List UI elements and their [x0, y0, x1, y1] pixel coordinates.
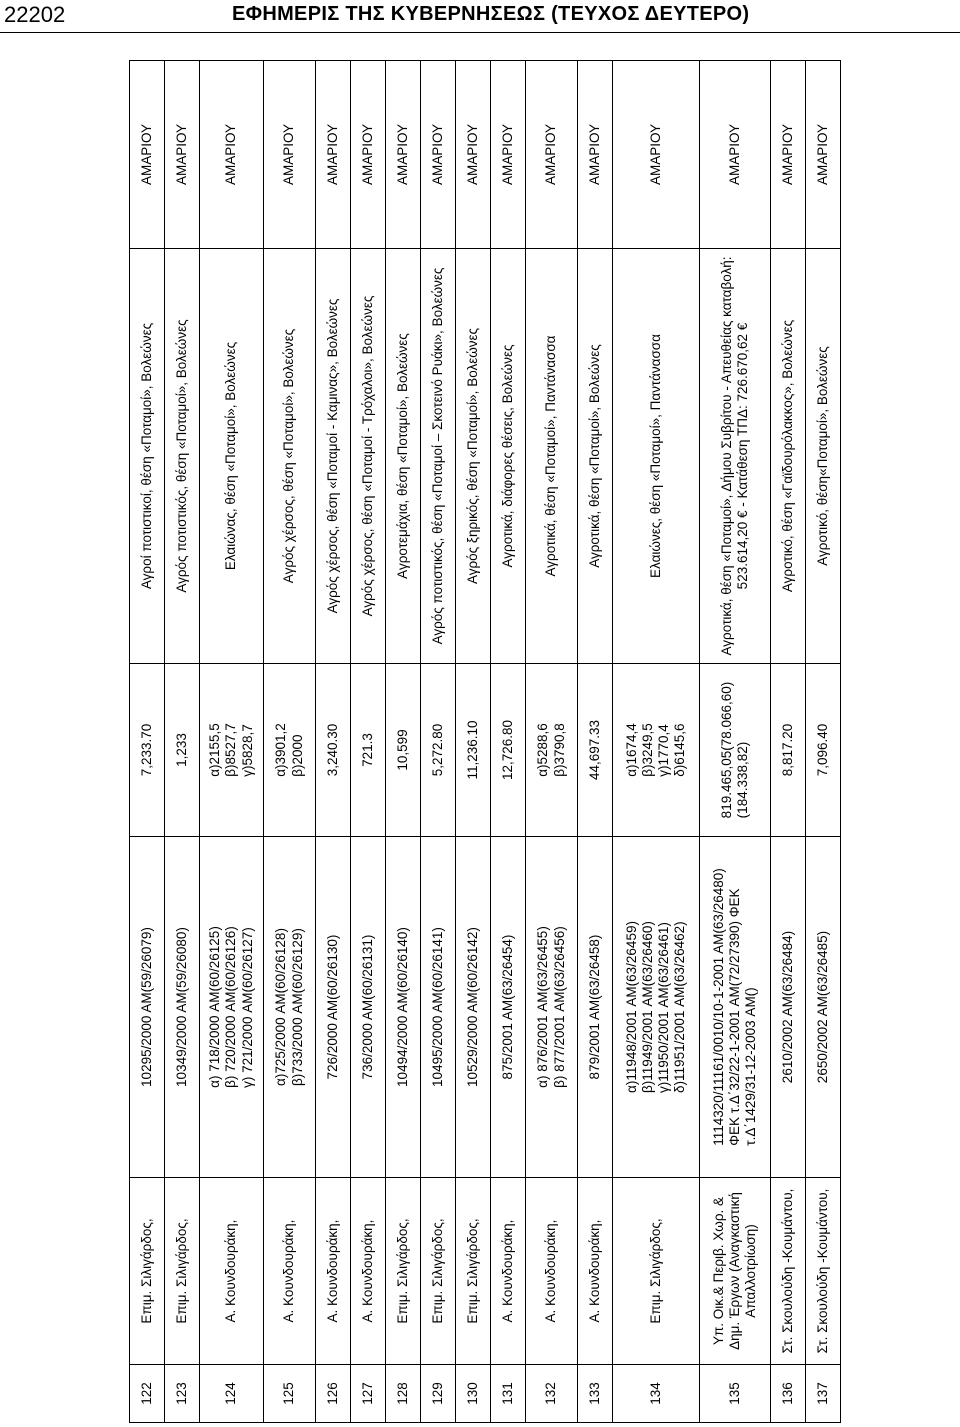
area-lines [535, 723, 567, 777]
page-number: 22202 [4, 2, 66, 27]
cell-line: γ) 721/2000 AM(60/26127) [239, 927, 255, 1088]
cell-line: β) 877/2001 AM(63/26456) [551, 926, 567, 1088]
ward-cell: ΑΜΑΡΙΟΥ [264, 61, 316, 249]
table-row [613, 61, 700, 1423]
owner-cell: Α. Κουνδουράκη, [526, 1178, 578, 1365]
ward-cell: ΑΜΑΡΙΟΥ [700, 61, 771, 249]
table-row [130, 61, 165, 1423]
description-cell: Αγροτικά, θέση «Ποταμοί», Δήμου Συβρίτου - Απευθείας καταβολή: 523.614,20 € - Κατάθεση ΤΠΔ: 726.670,62 € [700, 249, 771, 664]
ward-cell: ΑΜΑΡΙΟΥ [613, 61, 700, 249]
row-number-cell: 125 [264, 1365, 316, 1423]
table-row [771, 61, 806, 1423]
area-cell: 11,236.10 [456, 664, 491, 837]
table-row [421, 61, 456, 1423]
table-row [526, 61, 578, 1423]
area-cell [613, 664, 700, 837]
ward-cell: ΑΜΑΡΙΟΥ [456, 61, 491, 249]
reference-cell: 10494/2000 AM(60/26140) [386, 837, 421, 1178]
table-row [806, 61, 841, 1423]
row-number-cell: 127 [351, 1365, 386, 1423]
owner-cell: Α. Κουνδουράκη, [578, 1178, 613, 1365]
area-cell: 8,817.20 [771, 664, 806, 837]
owner-cell: Α. Κουνδουράκη, [264, 1178, 316, 1365]
table-row [165, 61, 200, 1423]
cell-line: α)725/2000 AM(60/26128) [273, 928, 289, 1086]
description-cell: Αγρός ποτιστικός, θέση «Ποταμοί – Σκοτεινό Ρυάκι», Βολεώνες [421, 249, 456, 664]
row-number-cell: 122 [130, 1365, 165, 1423]
owner-cell: Επιμ. Σιλιγάρδος, [130, 1178, 165, 1365]
cell-line: α) 718/2000 AM(60/26125) [207, 926, 223, 1088]
cell-line: α)11948/2001 AM(63/26459) [623, 921, 639, 1093]
table-row [264, 61, 316, 1423]
cell-line: γ)1770,4 [656, 724, 671, 777]
owner-cell: Στ. Σκουλούδη -Κουμάντου, [771, 1178, 806, 1365]
reference-cell: 10295/2000 AM(59/26079) [130, 837, 165, 1178]
row-number-cell: 135 [700, 1365, 771, 1423]
area-cell: 10,599 [386, 664, 421, 837]
ward-cell: ΑΜΑΡΙΟΥ [386, 61, 421, 249]
description-cell: Αγροτικό, θέση «Γαϊδουρόλακκος», Βολεώνες [771, 249, 806, 664]
owner-cell: Επιμ. Σιλιγάρδος, [386, 1178, 421, 1365]
area-lines [624, 723, 689, 777]
description-cell: Αγρός ποτιστικός, θέση «Ποταμοί», Βολεώνες [165, 249, 200, 664]
area-cell [526, 664, 578, 837]
description-cell: Αγροτεμάχια, θέση «Ποταμοί», Βολεώνες [386, 249, 421, 664]
cell-line: α)5288,6 [535, 723, 551, 777]
ward-cell: ΑΜΑΡΙΟΥ [806, 61, 841, 249]
cell-line: 1114320/11161/0010/10-1-2001 AM(63/26480) [710, 868, 726, 1146]
ward-cell: ΑΜΑΡΙΟΥ [421, 61, 456, 249]
owner-cell: Υπ. Οικ.& Περιβ. Χωρ. & Δημ. Έργων (Αναγκαστική Απαλλοτρίωση) [700, 1178, 771, 1365]
owner-cell: Στ. Σκουλούδη -Κουμάντου, [806, 1178, 841, 1365]
area-cell: 1,233 [165, 664, 200, 837]
cell-line: β)2000 [289, 734, 305, 777]
description-cell: Ελαιώνες, θέση «Ποταμοί», Παντάνασσα [613, 249, 700, 664]
row-number-cell: 123 [165, 1365, 200, 1423]
reference-cell: 10529/2000 AM(60/26142) [456, 837, 491, 1178]
ward-cell: ΑΜΑΡΙΟΥ [316, 61, 351, 249]
owner-cell: Επιμ. Σιλιγάρδος, [613, 1178, 700, 1365]
cell-line: δ)6145,6 [672, 723, 688, 777]
area-cell [264, 664, 316, 837]
area-cell [700, 664, 771, 837]
reference-cell: 2650/2002 AM(63/26485) [806, 837, 841, 1178]
cell-line: β)8527,7 [223, 723, 239, 777]
ward-cell: ΑΜΑΡΙΟΥ [200, 61, 264, 249]
description-cell: Αγρός ξηρικός, θέση «Ποταμοί», Βολεώνες [456, 249, 491, 664]
reference-cell [613, 837, 700, 1178]
owner-cell: Α. Κουνδουράκη, [316, 1178, 351, 1365]
area-cell: 12,726.80 [491, 664, 526, 837]
reference-cell: 10495/2000 AM(60/26141) [421, 837, 456, 1178]
row-number-cell: 131 [491, 1365, 526, 1423]
cell-line: τ.Δ΄1429/31-12-2003 AM() [743, 987, 759, 1146]
description-cell: Αγρός χέρσος, θέση «Ποταμοί», Βολεώνες [264, 249, 316, 664]
table-row [578, 61, 613, 1423]
row-number-cell: 130 [456, 1365, 491, 1423]
cell-line: β)11949/2001 AM(63/26460) [639, 921, 655, 1093]
cell-line: γ)5828,7 [239, 724, 255, 777]
description-cell: Αγρός χέρσος, θέση «Ποταμοί - Καμινας», Βολεώνες [316, 249, 351, 664]
owner-cell: Α. Κουνδουράκη, [491, 1178, 526, 1365]
area-lines [207, 723, 256, 777]
ward-cell: ΑΜΑΡΙΟΥ [491, 61, 526, 249]
reference-lines [273, 928, 305, 1086]
reference-cell: 2610/2002 AM(63/26484) [771, 837, 806, 1178]
description-cell: Αγροτικά, θέση «Ποταμοί», Παντάνασσα [526, 249, 578, 664]
row-number-cell: 137 [806, 1365, 841, 1423]
cell-line: α) 876/2001 AM(63/26455) [535, 926, 551, 1088]
cell-line: α)1674,4 [623, 723, 639, 777]
table-row [386, 61, 421, 1423]
ward-cell: ΑΜΑΡΙΟΥ [578, 61, 613, 249]
page-header [0, 0, 960, 33]
owner-cell: Επιμ. Σιλιγάρδος, [165, 1178, 200, 1365]
reference-cell: 726/2000 AM(60/26130) [316, 837, 351, 1178]
area-cell: 721.3 [351, 664, 386, 837]
cell-line: δ)11951/2001 AM(63/26462) [672, 921, 688, 1093]
cell-line: 819.465,05(78.066,60) [718, 681, 734, 819]
ward-cell: ΑΜΑΡΙΟΥ [165, 61, 200, 249]
description-cell: Αγρός χέρσος, θέση «Ποταμοί - Τρόχαλοι», Βολεώνες [351, 249, 386, 664]
table-row [700, 61, 771, 1423]
owner-cell: Επιμ. Σιλιγάρδος, [456, 1178, 491, 1365]
row-number-cell: 136 [771, 1365, 806, 1423]
owner-cell: Α. Κουνδουράκη, [351, 1178, 386, 1365]
row-number-cell: 126 [316, 1365, 351, 1423]
table-row [456, 61, 491, 1423]
reference-cell: 10349/2000 AM(59/26080) [165, 837, 200, 1178]
reference-cell: 736/2000 AM(60/26131) [351, 837, 386, 1178]
area-cell: 44,697.33 [578, 664, 613, 837]
cell-line: ΦΕΚ τ.Δ΄32/22-1-2001 AM(72/27390) ΦΕΚ [726, 888, 742, 1146]
cell-line: α)3901,2 [273, 723, 289, 777]
description-cell: Αγροί ποτιστικοί, θέση «Ποταμοί», Βολεώνες [130, 249, 165, 664]
reference-lines [207, 926, 256, 1088]
reference-lines [711, 868, 760, 1145]
area-lines [719, 682, 751, 819]
table-body [130, 61, 841, 1423]
area-cell: 5,272.80 [421, 664, 456, 837]
table-row [316, 61, 351, 1423]
reference-cell: 879/2001 AM(63/26458) [578, 837, 613, 1178]
description-cell: Ελαιώνας, θέση «Ποταμοί», Βολεώνες [200, 249, 264, 664]
ward-cell: ΑΜΑΡΙΟΥ [771, 61, 806, 249]
cell-line: (184.338,82) [735, 741, 750, 819]
table-row [491, 61, 526, 1423]
row-number-cell: 128 [386, 1365, 421, 1423]
reference-cell: 875/2001 AM(63/26454) [491, 837, 526, 1178]
reference-cell [264, 837, 316, 1178]
reference-cell [526, 837, 578, 1178]
area-cell [200, 664, 264, 837]
property-table [129, 60, 841, 1423]
area-cell: 3,240.30 [316, 664, 351, 837]
row-number-cell: 133 [578, 1365, 613, 1423]
description-cell: Αγροτικά, διάφορες θέσεις, Βολεώνες [491, 249, 526, 664]
area-lines [273, 723, 305, 777]
cell-line: β)3249,5 [639, 723, 655, 777]
rotated-table-container [129, 61, 830, 1423]
cell-line: α)2155,5 [207, 723, 223, 777]
reference-lines [535, 926, 567, 1088]
ward-cell: ΑΜΑΡΙΟΥ [526, 61, 578, 249]
ward-cell: ΑΜΑΡΙΟΥ [130, 61, 165, 249]
reference-cell [700, 837, 771, 1178]
description-cell: Αγροτικά, θέση «Ποταμοί», Βολεώνες [578, 249, 613, 664]
owner-cell: Α. Κουνδουράκη, [200, 1178, 264, 1365]
row-number-cell: 132 [526, 1365, 578, 1423]
area-cell: 7,233.70 [130, 664, 165, 837]
cell-line: β)733/2000 AM(60/26129) [289, 928, 305, 1086]
cell-line: β)3790,8 [551, 723, 567, 777]
cell-line: γ)11950/2001 AM(63/26461) [656, 922, 671, 1093]
row-number-cell: 134 [613, 1365, 700, 1423]
description-cell: Αγροτικό, θέση«Ποταμοί», Βολεώνες [806, 249, 841, 664]
cell-line: β) 720/2000 AM(60/26126) [223, 926, 239, 1088]
row-number-cell: 124 [200, 1365, 264, 1423]
area-cell: 7,096.40 [806, 664, 841, 837]
reference-cell [200, 837, 264, 1178]
table-row [351, 61, 386, 1423]
row-number-cell: 129 [421, 1365, 456, 1423]
ward-cell: ΑΜΑΡΙΟΥ [351, 61, 386, 249]
reference-lines [624, 921, 689, 1093]
table-row [200, 61, 264, 1423]
owner-cell: Επιμ. Σιλιγάρδος, [421, 1178, 456, 1365]
page-title: ΕΦΗΜΕΡΙΣ ΤΗΣ ΚΥΒΕΡΝΗΣΕΩΣ (ΤΕΥΧΟΣ ΔΕΥΤΕΡΟ) [232, 3, 750, 25]
